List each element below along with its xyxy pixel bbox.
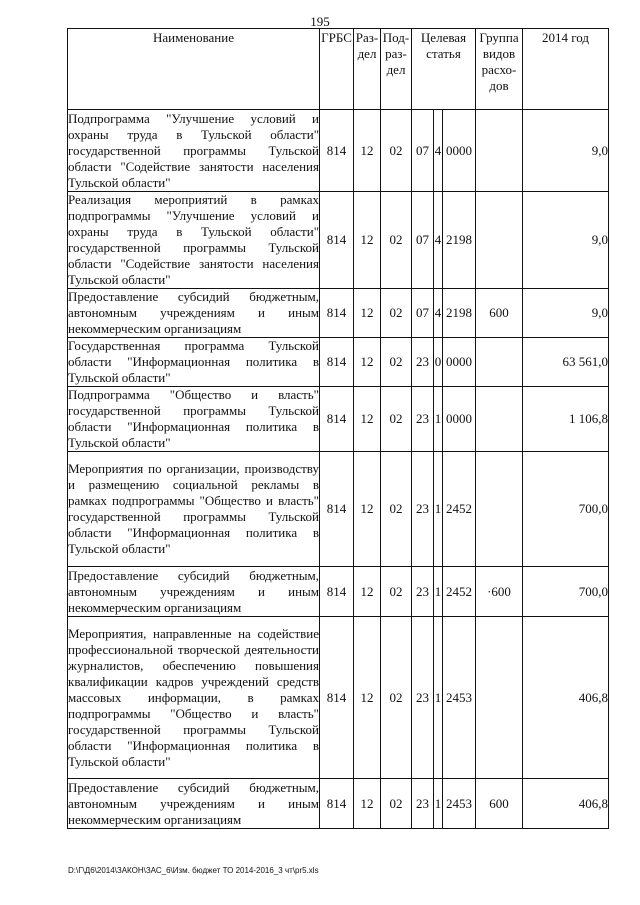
row-podrazdel-cell: 02 [381, 452, 412, 567]
row-expense-group-cell [476, 338, 523, 387]
row-grbs-cell: 814 [320, 567, 354, 617]
header-row [68, 29, 609, 110]
row-podrazdel-cell: 02 [381, 387, 412, 452]
row-amount-cell: 700,0 [523, 567, 609, 617]
table-row [68, 567, 609, 617]
row-target-direction-cell: 2198 [443, 289, 476, 338]
row-name-cell: Предоставление субсидий бюджетным, автономным учреждениям и иным некоммерческим организациям [68, 779, 319, 827]
row-grbs-cell: 814 [320, 338, 354, 387]
table-row [68, 779, 609, 829]
row-amount-cell: 406,8 [523, 617, 609, 779]
header-podrazdel: Под- раз- дел [381, 29, 412, 110]
header-razdel: Раз- дел [354, 29, 381, 110]
row-name-cell: Предоставление субсидий бюджетным, автономным учреждениям и иным некоммерческим организациям [68, 567, 319, 615]
table-row [68, 452, 609, 567]
row-target-program-cell: 07 [412, 110, 434, 192]
row-target-direction-cell: 2452 [443, 452, 476, 567]
row-razdel-cell: 12 [354, 289, 381, 338]
row-grbs-cell: 814 [320, 110, 354, 192]
table-row [68, 338, 609, 387]
row-razdel-cell: 12 [354, 452, 381, 567]
header-target: Целевая статья [412, 29, 476, 110]
row-amount-cell: 9,0 [523, 192, 609, 289]
row-target-subprogram-cell: 1 [434, 779, 443, 829]
table-row [68, 617, 609, 779]
row-amount-cell: 63 561,0 [523, 338, 609, 387]
row-target-program-cell: 23 [412, 567, 434, 617]
row-grbs-cell: 814 [320, 779, 354, 829]
row-target-direction-cell: 2198 [443, 192, 476, 289]
header-group: Группа видов расхо- дов [476, 29, 523, 110]
row-razdel-cell: 12 [354, 779, 381, 829]
row-expense-group-cell: 600 [476, 289, 523, 338]
row-target-program-cell: 07 [412, 289, 434, 338]
row-target-direction-cell: 2453 [443, 617, 476, 779]
row-name-cell: Подпрограмма "Улучшение условий и охраны труда в Тульской области" государственной программы Тульской области "Содействие занятости населения Тульской области" [68, 110, 319, 190]
budget-table [67, 28, 609, 829]
header-grbs: ГРБС [320, 29, 354, 110]
row-target-program-cell: 23 [412, 387, 434, 452]
row-amount-cell: 9,0 [523, 110, 609, 192]
row-expense-group-cell [476, 110, 523, 192]
row-target-subprogram-cell: 1 [434, 567, 443, 617]
row-target-direction-cell: 2452 [443, 567, 476, 617]
row-target-program-cell: 23 [412, 779, 434, 829]
row-amount-cell: 406,8 [523, 779, 609, 829]
row-podrazdel-cell: 02 [381, 567, 412, 617]
row-razdel-cell: 12 [354, 387, 381, 452]
row-name-cell: Подпрограмма "Общество и власть" государственной программы Тульской области "Информационная политика в Тульской области" [68, 387, 319, 450]
row-amount-cell: 9,0 [523, 289, 609, 338]
table-row [68, 192, 609, 289]
row-target-program-cell: 23 [412, 452, 434, 567]
row-expense-group-cell: 600 [476, 779, 523, 829]
row-podrazdel-cell: 02 [381, 192, 412, 289]
row-name-cell: Предоставление субсидий бюджетным, автономным учреждениям и иным некоммерческим организациям [68, 289, 319, 336]
row-target-subprogram-cell: 1 [434, 452, 443, 567]
row-target-program-cell: 23 [412, 338, 434, 387]
row-grbs-cell: 814 [320, 192, 354, 289]
row-podrazdel-cell: 02 [381, 779, 412, 829]
row-target-subprogram-cell: 1 [434, 617, 443, 779]
table-row [68, 289, 609, 338]
row-podrazdel-cell: 02 [381, 338, 412, 387]
row-grbs-cell: 814 [320, 387, 354, 452]
row-target-subprogram-cell: 4 [434, 110, 443, 192]
row-podrazdel-cell: 02 [381, 617, 412, 779]
row-expense-group-cell [476, 452, 523, 567]
row-target-subprogram-cell: 1 [434, 387, 443, 452]
row-name-cell: Мероприятия, направленные на содействие профессиональной творческой деятельности журналистов, обеспечению повышения квалификации кадров учреждений средств массовых информации, в рамках подпрограммы "Общество и власть" государственной программы Тульской области "Информационная политика в Тульской области" [68, 617, 320, 779]
row-razdel-cell: 12 [354, 338, 381, 387]
row-grbs-cell: 814 [320, 289, 354, 338]
page-number: 195 [310, 14, 330, 29]
row-name-cell: Мероприятия по организации, производству и размещению социальной рекламы в рамках подпрограммы "Общество и власть" государственной программы Тульской области "Информационная политика в Тульской области" [68, 452, 320, 567]
row-amount-cell: 700,0 [523, 452, 609, 567]
row-name-cell: Государственная программа Тульской области "Информационная политика в Тульской области" [68, 338, 319, 385]
row-amount-cell: 1 106,8 [523, 387, 609, 452]
row-expense-group-cell [476, 617, 523, 779]
row-target-direction-cell: 2453 [443, 779, 476, 829]
row-target-subprogram-cell: 4 [434, 192, 443, 289]
row-razdel-cell: 12 [354, 192, 381, 289]
header-year: 2014 год [523, 29, 609, 110]
row-name-cell: Реализация мероприятий в рамках подпрограммы "Улучшение условий и охраны труда в Тульской области" государственной программы Тульской области "Содействие занятости населения Тульской области" [68, 192, 319, 287]
row-grbs-cell: 814 [320, 452, 354, 567]
row-target-program-cell: 23 [412, 617, 434, 779]
row-target-direction-cell: 0000 [443, 338, 476, 387]
row-razdel-cell: 12 [354, 567, 381, 617]
row-target-subprogram-cell: 0 [434, 338, 443, 387]
row-podrazdel-cell: 02 [381, 289, 412, 338]
row-expense-group-cell [476, 387, 523, 452]
table-row [68, 387, 609, 452]
row-razdel-cell: 12 [354, 617, 381, 779]
row-expense-group-cell [476, 192, 523, 289]
row-target-subprogram-cell: 4 [434, 289, 443, 338]
row-target-direction-cell: 0000 [443, 387, 476, 452]
table-body [68, 110, 609, 829]
row-podrazdel-cell: 02 [381, 110, 412, 192]
row-grbs-cell: 814 [320, 617, 354, 779]
row-target-direction-cell: 0000 [443, 110, 476, 192]
row-razdel-cell: 12 [354, 110, 381, 192]
row-expense-group-cell: ·600 [476, 567, 523, 617]
table-row [68, 110, 609, 192]
row-target-program-cell: 07 [412, 192, 434, 289]
header-name: Наименование [68, 29, 320, 110]
footer-file-path: D:\Г\Д6\2014\ЗАКОН\ЗАС_6\Изм. бюджет ТО 2014-2016_3 чт\pr5.xls [68, 866, 319, 875]
